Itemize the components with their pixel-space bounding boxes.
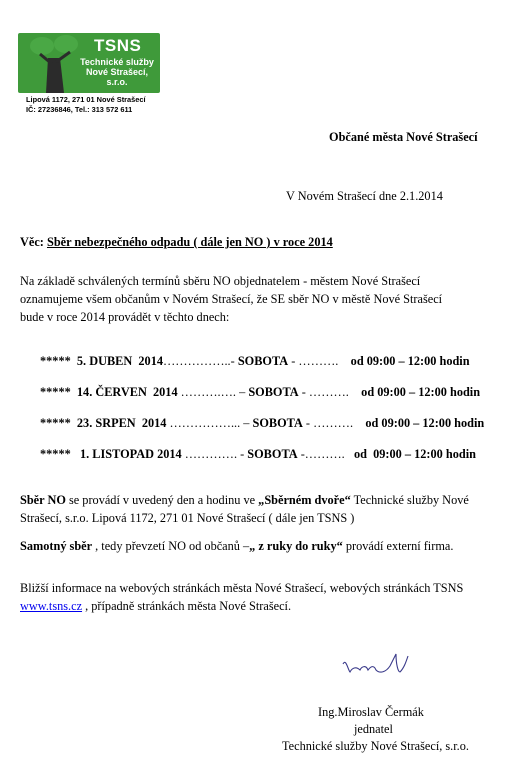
date-value: 14. ČERVEN 2014 xyxy=(76,385,178,399)
date-value: 5. DUBEN 2014 xyxy=(76,354,163,368)
date-day: SOBOTA xyxy=(247,447,298,461)
para3-bold1: Samotný sběr xyxy=(20,539,93,553)
address-line1: Lipová 1172, 271 01 Nové Strašecí xyxy=(26,95,146,104)
para3-text2: provádí externí firma. xyxy=(342,539,454,553)
logo-subtitle xyxy=(76,57,158,87)
date-time: od 09:00 – 12:00 hodin xyxy=(350,354,470,368)
date-stars: ***** xyxy=(40,385,71,399)
date-dots: …………. - xyxy=(181,447,248,461)
date-day: SOBOTA xyxy=(248,385,299,399)
logo-title: TSNS xyxy=(94,36,142,55)
para2-text2: Technické služby Nové xyxy=(350,493,469,507)
date-stars: ***** xyxy=(40,416,71,430)
date-dots: - ………. xyxy=(288,354,351,368)
recipient: Občané města Nové Strašecí xyxy=(329,130,478,144)
para2-text1: se provádí v uvedený den a hodinu ve xyxy=(65,493,259,507)
logo-subtitle-line1: Technické služby xyxy=(80,57,154,67)
signatory-role: jednatel xyxy=(354,722,393,736)
intro-line1: Na základě schválených termínů sběru NO objednatelem - městem Nové Strašecí xyxy=(20,274,421,288)
date-row xyxy=(40,384,480,400)
para3-bold2: „ z ruky do ruky“ xyxy=(249,539,343,553)
para3-text1: , tedy převzetí NO od občanů – xyxy=(92,539,250,553)
handwritten-signature xyxy=(338,650,413,680)
date-row xyxy=(40,446,476,462)
tsns-website-link[interactable]: www.tsns.cz xyxy=(20,599,83,613)
intro-line2: oznamujeme všem občanům v Novém Strašecí, že SE sběr NO v městě Nové Strašecí xyxy=(20,292,443,306)
para2-line2: Strašecí, s.r.o. Lipová 1172, 271 01 Nové Strašecí ( dále jen TSNS ) xyxy=(20,511,355,525)
date-value: 23. SRPEN 2014 xyxy=(76,416,167,430)
date-dots: ……………... – xyxy=(166,416,253,430)
para2-bold1: Sběr NO xyxy=(20,493,66,507)
date-value: 1. LISTOPAD 2014 xyxy=(76,447,182,461)
logo-subtitle-line2: Nové Strašecí, s.r.o. xyxy=(85,67,149,87)
date-dots: ……………..- xyxy=(163,354,238,368)
subject-line xyxy=(20,233,333,251)
para4-line1: Bližší informace na webových stránkách města Nové Strašecí, webových stránkách TSNS xyxy=(20,581,464,595)
date-dots: ……….…. – xyxy=(177,385,249,399)
handover-paragraph xyxy=(20,537,453,555)
date-row xyxy=(40,415,484,431)
signatory-name: Ing.Miroslav Čermák xyxy=(318,705,424,719)
date-dots: - ………. xyxy=(298,385,362,399)
date-time: od 09:00 – 12:00 hodin xyxy=(361,385,481,399)
signatory-company: Technické služby Nové Strašecí, s.r.o. xyxy=(282,739,469,753)
address-line2: IČ: 27236846, Tel.: 313 572 611 xyxy=(26,105,133,114)
subject-text: Sběr nebezpečného odpadu ( dále jen NO ) v roce 2014 xyxy=(46,235,333,249)
date-dots: -………. xyxy=(297,447,354,461)
collection-paragraph xyxy=(20,491,469,527)
info-paragraph xyxy=(20,579,463,615)
date-stars: ***** xyxy=(40,447,71,461)
subject-label: Věc: xyxy=(20,235,44,249)
date-time: od 09:00 – 12:00 hodin xyxy=(353,447,476,461)
date-day: SOBOTA xyxy=(237,354,289,368)
date-dots: - ………. xyxy=(302,416,366,430)
para4-rest: , případně stránkách města Nové Strašecí. xyxy=(82,599,292,613)
date-row xyxy=(40,353,470,369)
company-address xyxy=(26,95,146,115)
date-day: SOBOTA xyxy=(252,416,303,430)
place-date: V Novém Strašecí dne 2.1.2014 xyxy=(286,189,443,203)
date-time: od 09:00 – 12:00 hodin xyxy=(365,416,485,430)
intro-line3: bude v roce 2014 provádět v těchto dnech: xyxy=(20,310,230,324)
para2-bold2: „Sběrném dvoře“ xyxy=(258,493,351,507)
date-stars: ***** xyxy=(40,354,71,368)
intro-paragraph xyxy=(20,272,442,326)
